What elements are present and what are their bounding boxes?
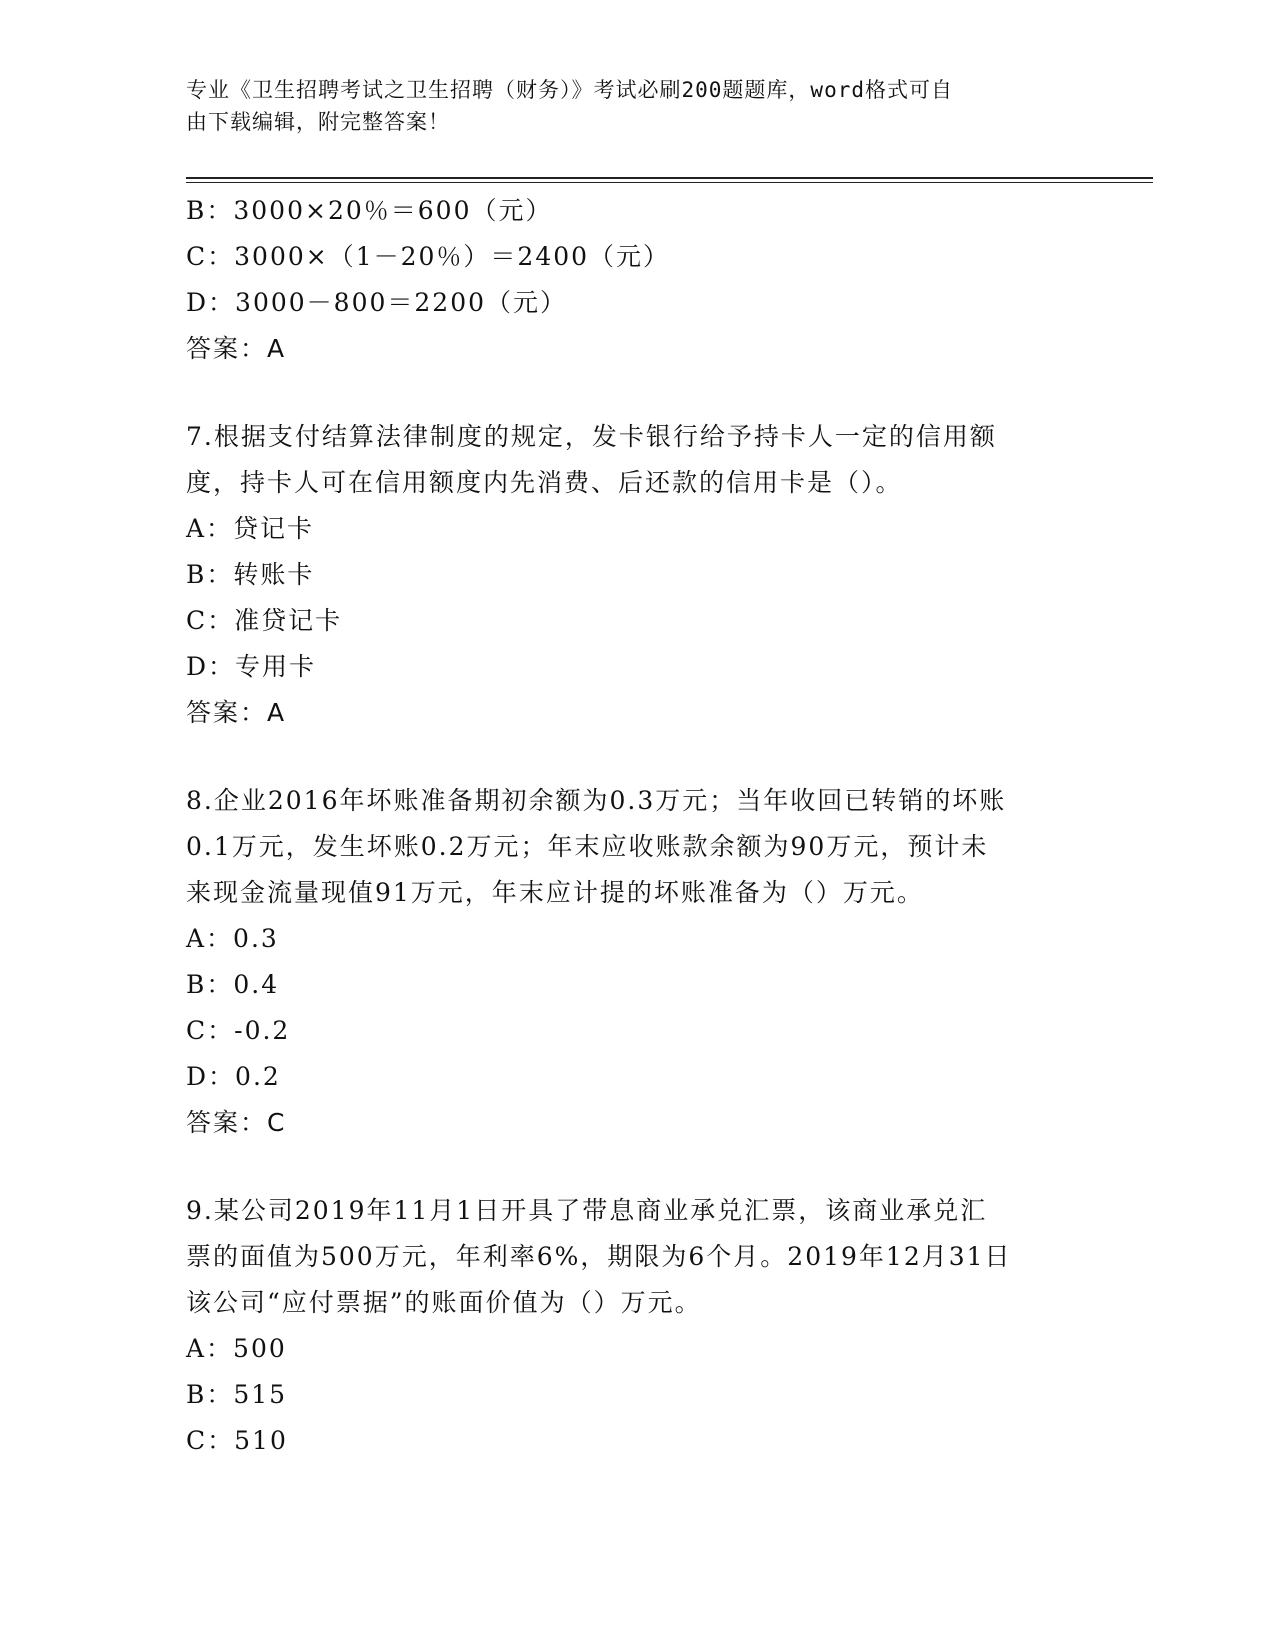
document-header [186, 74, 1076, 138]
option-b: B：3000×20％＝600（元） [186, 196, 553, 225]
option-d: D：0.2 [186, 1062, 281, 1091]
question-8 [186, 778, 1086, 1146]
option-c: C：510 [186, 1426, 288, 1455]
question-9 [186, 1188, 1086, 1464]
option-d: D：专用卡 [186, 652, 317, 681]
option-a: A：500 [186, 1334, 287, 1363]
option-a: A：贷记卡 [186, 514, 315, 543]
answer-line: 答案：C [186, 1108, 287, 1137]
option-a: A：0.3 [186, 924, 279, 953]
option-b: B：0.4 [186, 970, 280, 999]
question-stem-line: 该公司“应付票据”的账面价值为（）万元。 [186, 1288, 702, 1317]
document-body [186, 188, 1086, 1464]
option-b: B：515 [186, 1380, 288, 1409]
question-stem-line: 来现金流量现值91万元，年末应计提的坏账准备为（）万元。 [186, 878, 924, 907]
header-line-2: 由下载编辑，附完整答案！ [186, 110, 450, 134]
question-stem-line: 7.根据支付结算法律制度的规定，发卡银行给予持卡人一定的信用额 [186, 422, 997, 451]
option-c: C：3000×（1－20％）＝2400（元） [186, 242, 671, 271]
question-7 [186, 414, 1086, 736]
question-stem-line: 0.1万元，发生坏账0.2万元；年末应收账款余额为90万元，预计未 [186, 832, 989, 861]
question-stem-line: 度，持卡人可在信用额度内先消费、后还款的信用卡是（）。 [186, 468, 903, 497]
header-rule-thin [186, 182, 1153, 183]
header-rule-thick [186, 177, 1153, 179]
question-stem-line: 票的面值为500万元，年利率6%，期限为6个月。2019年12月31日 [186, 1242, 1012, 1271]
option-c: C：准贷记卡 [186, 606, 343, 635]
header-line-1: 专业《卫生招聘考试之卫生招聘（财务）》考试必刷200题题库，word格式可自 [186, 78, 953, 102]
answer-line: 答案：A [186, 698, 287, 727]
answer-line: 答案：A [186, 334, 287, 363]
option-c: C：-0.2 [186, 1016, 291, 1045]
previous-question [186, 188, 1086, 372]
question-stem-line: 8.企业2016年坏账准备期初余额为0.3万元；当年收回已转销的坏账 [186, 786, 1007, 815]
question-stem-line: 9.某公司2019年11月1日开具了带息商业承兑汇票，该商业承兑汇 [186, 1196, 988, 1225]
option-d: D：3000－800＝2200（元） [186, 288, 568, 317]
option-b: B：转账卡 [186, 560, 315, 589]
